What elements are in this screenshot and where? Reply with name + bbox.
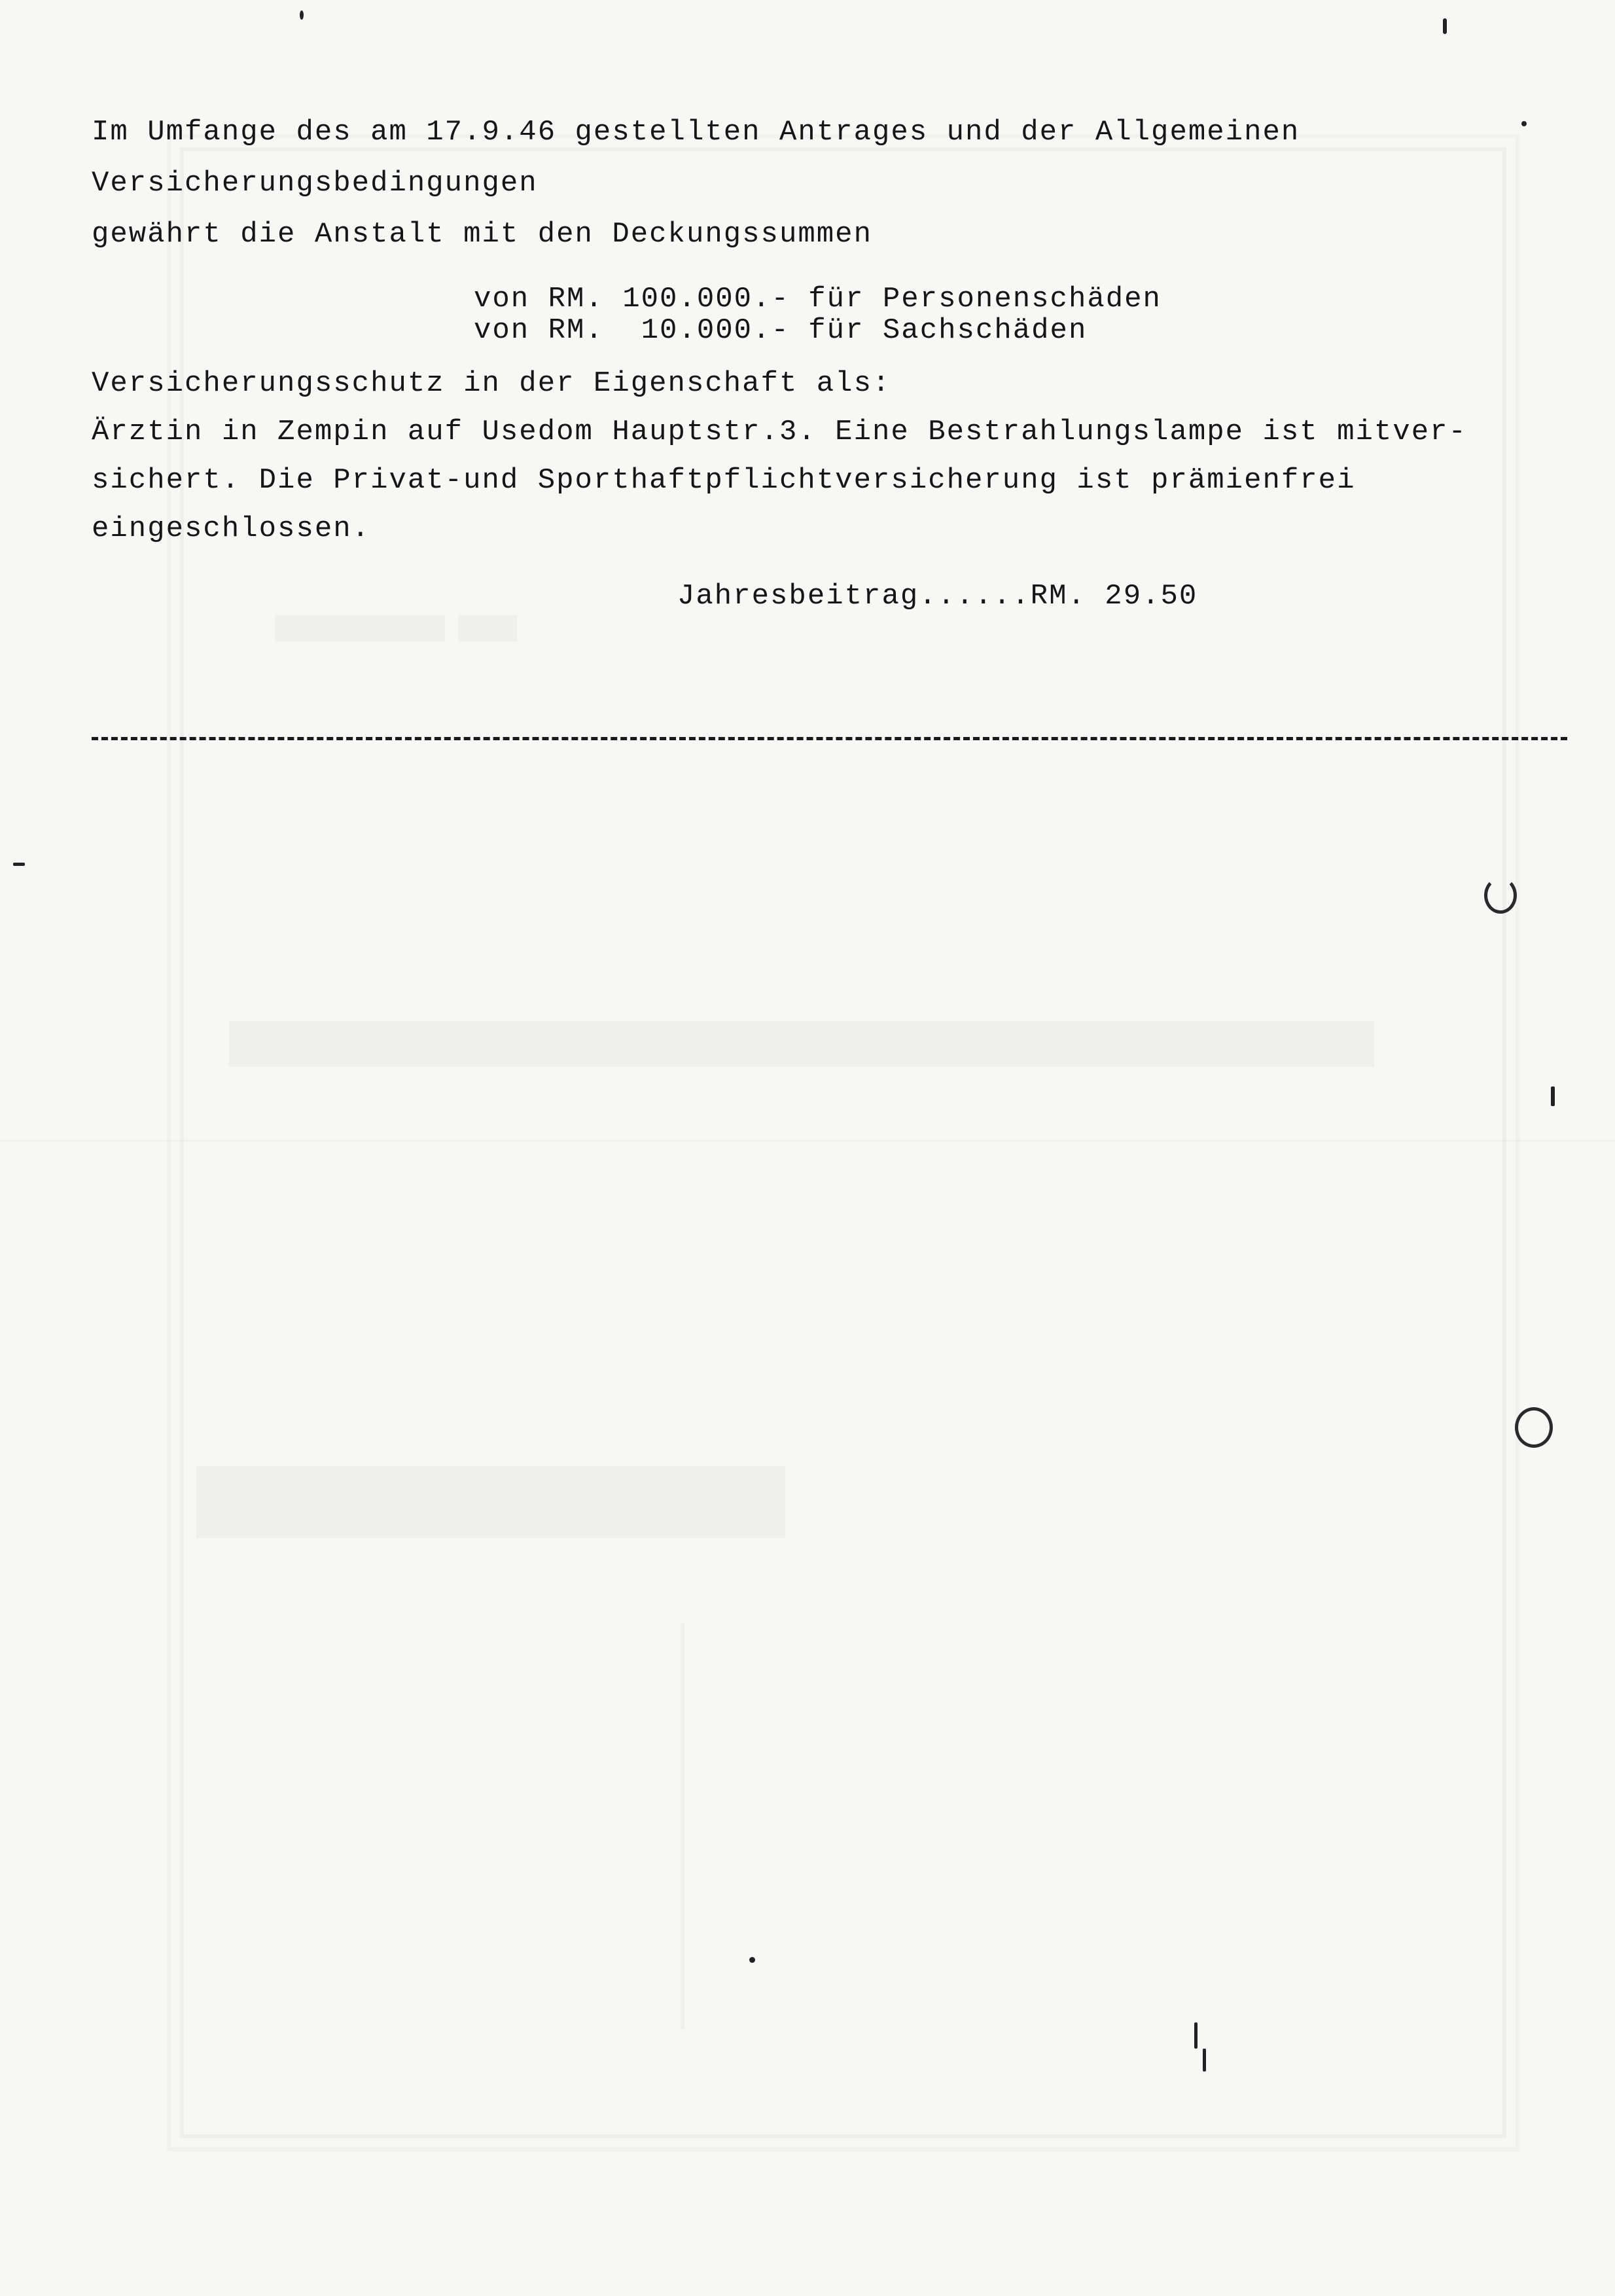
paper-fold-line bbox=[0, 1140, 1615, 1141]
ink-speck bbox=[749, 1957, 755, 1963]
bleed-through-mark bbox=[196, 1466, 785, 1538]
dashed-separator-line bbox=[92, 737, 1567, 740]
typed-annual-premium: Jahresbeitrag......RM. 29.50 bbox=[677, 580, 1198, 613]
typed-line-3: gewährt die Anstalt mit den Deckungssummen bbox=[92, 218, 872, 251]
bleed-through-mark bbox=[229, 1021, 1374, 1067]
typed-line-1: Im Umfange des am 17.9.46 gestellten Antrages und der Allgemeinen bbox=[92, 116, 1300, 149]
ink-speck bbox=[1521, 121, 1527, 126]
bleed-through-mark bbox=[458, 615, 517, 641]
ink-speck bbox=[300, 10, 304, 20]
ink-speck bbox=[1551, 1086, 1555, 1106]
ink-speck bbox=[1194, 2022, 1198, 2049]
ink-speck bbox=[1443, 18, 1447, 34]
typed-line-8: sichert. Die Privat-und Sporthaftpflichtversicherung ist prämienfrei bbox=[92, 464, 1356, 497]
ink-speck bbox=[13, 863, 25, 866]
typed-coverage-personal: von RM. 100.000.- für Personenschäden bbox=[474, 283, 1162, 315]
typed-line-7: Ärztin in Zempin auf Usedom Hauptstr.3. Eine Bestrahlungslampe ist mitver- bbox=[92, 416, 1467, 448]
punch-hole-ring bbox=[1515, 1407, 1553, 1448]
ink-hook-mark bbox=[1484, 877, 1517, 914]
typed-line-9: eingeschlossen. bbox=[92, 512, 371, 545]
typed-coverage-property: von RM. 10.000.- für Sachschäden bbox=[474, 314, 1088, 347]
typed-line-2: Versicherungsbedingungen bbox=[92, 167, 538, 200]
bleed-through-mark bbox=[681, 1623, 684, 2029]
ink-speck bbox=[1203, 2049, 1206, 2072]
typed-line-6: Versicherungsschutz in der Eigenschaft als: bbox=[92, 367, 891, 400]
bleed-through-mark bbox=[275, 615, 445, 641]
